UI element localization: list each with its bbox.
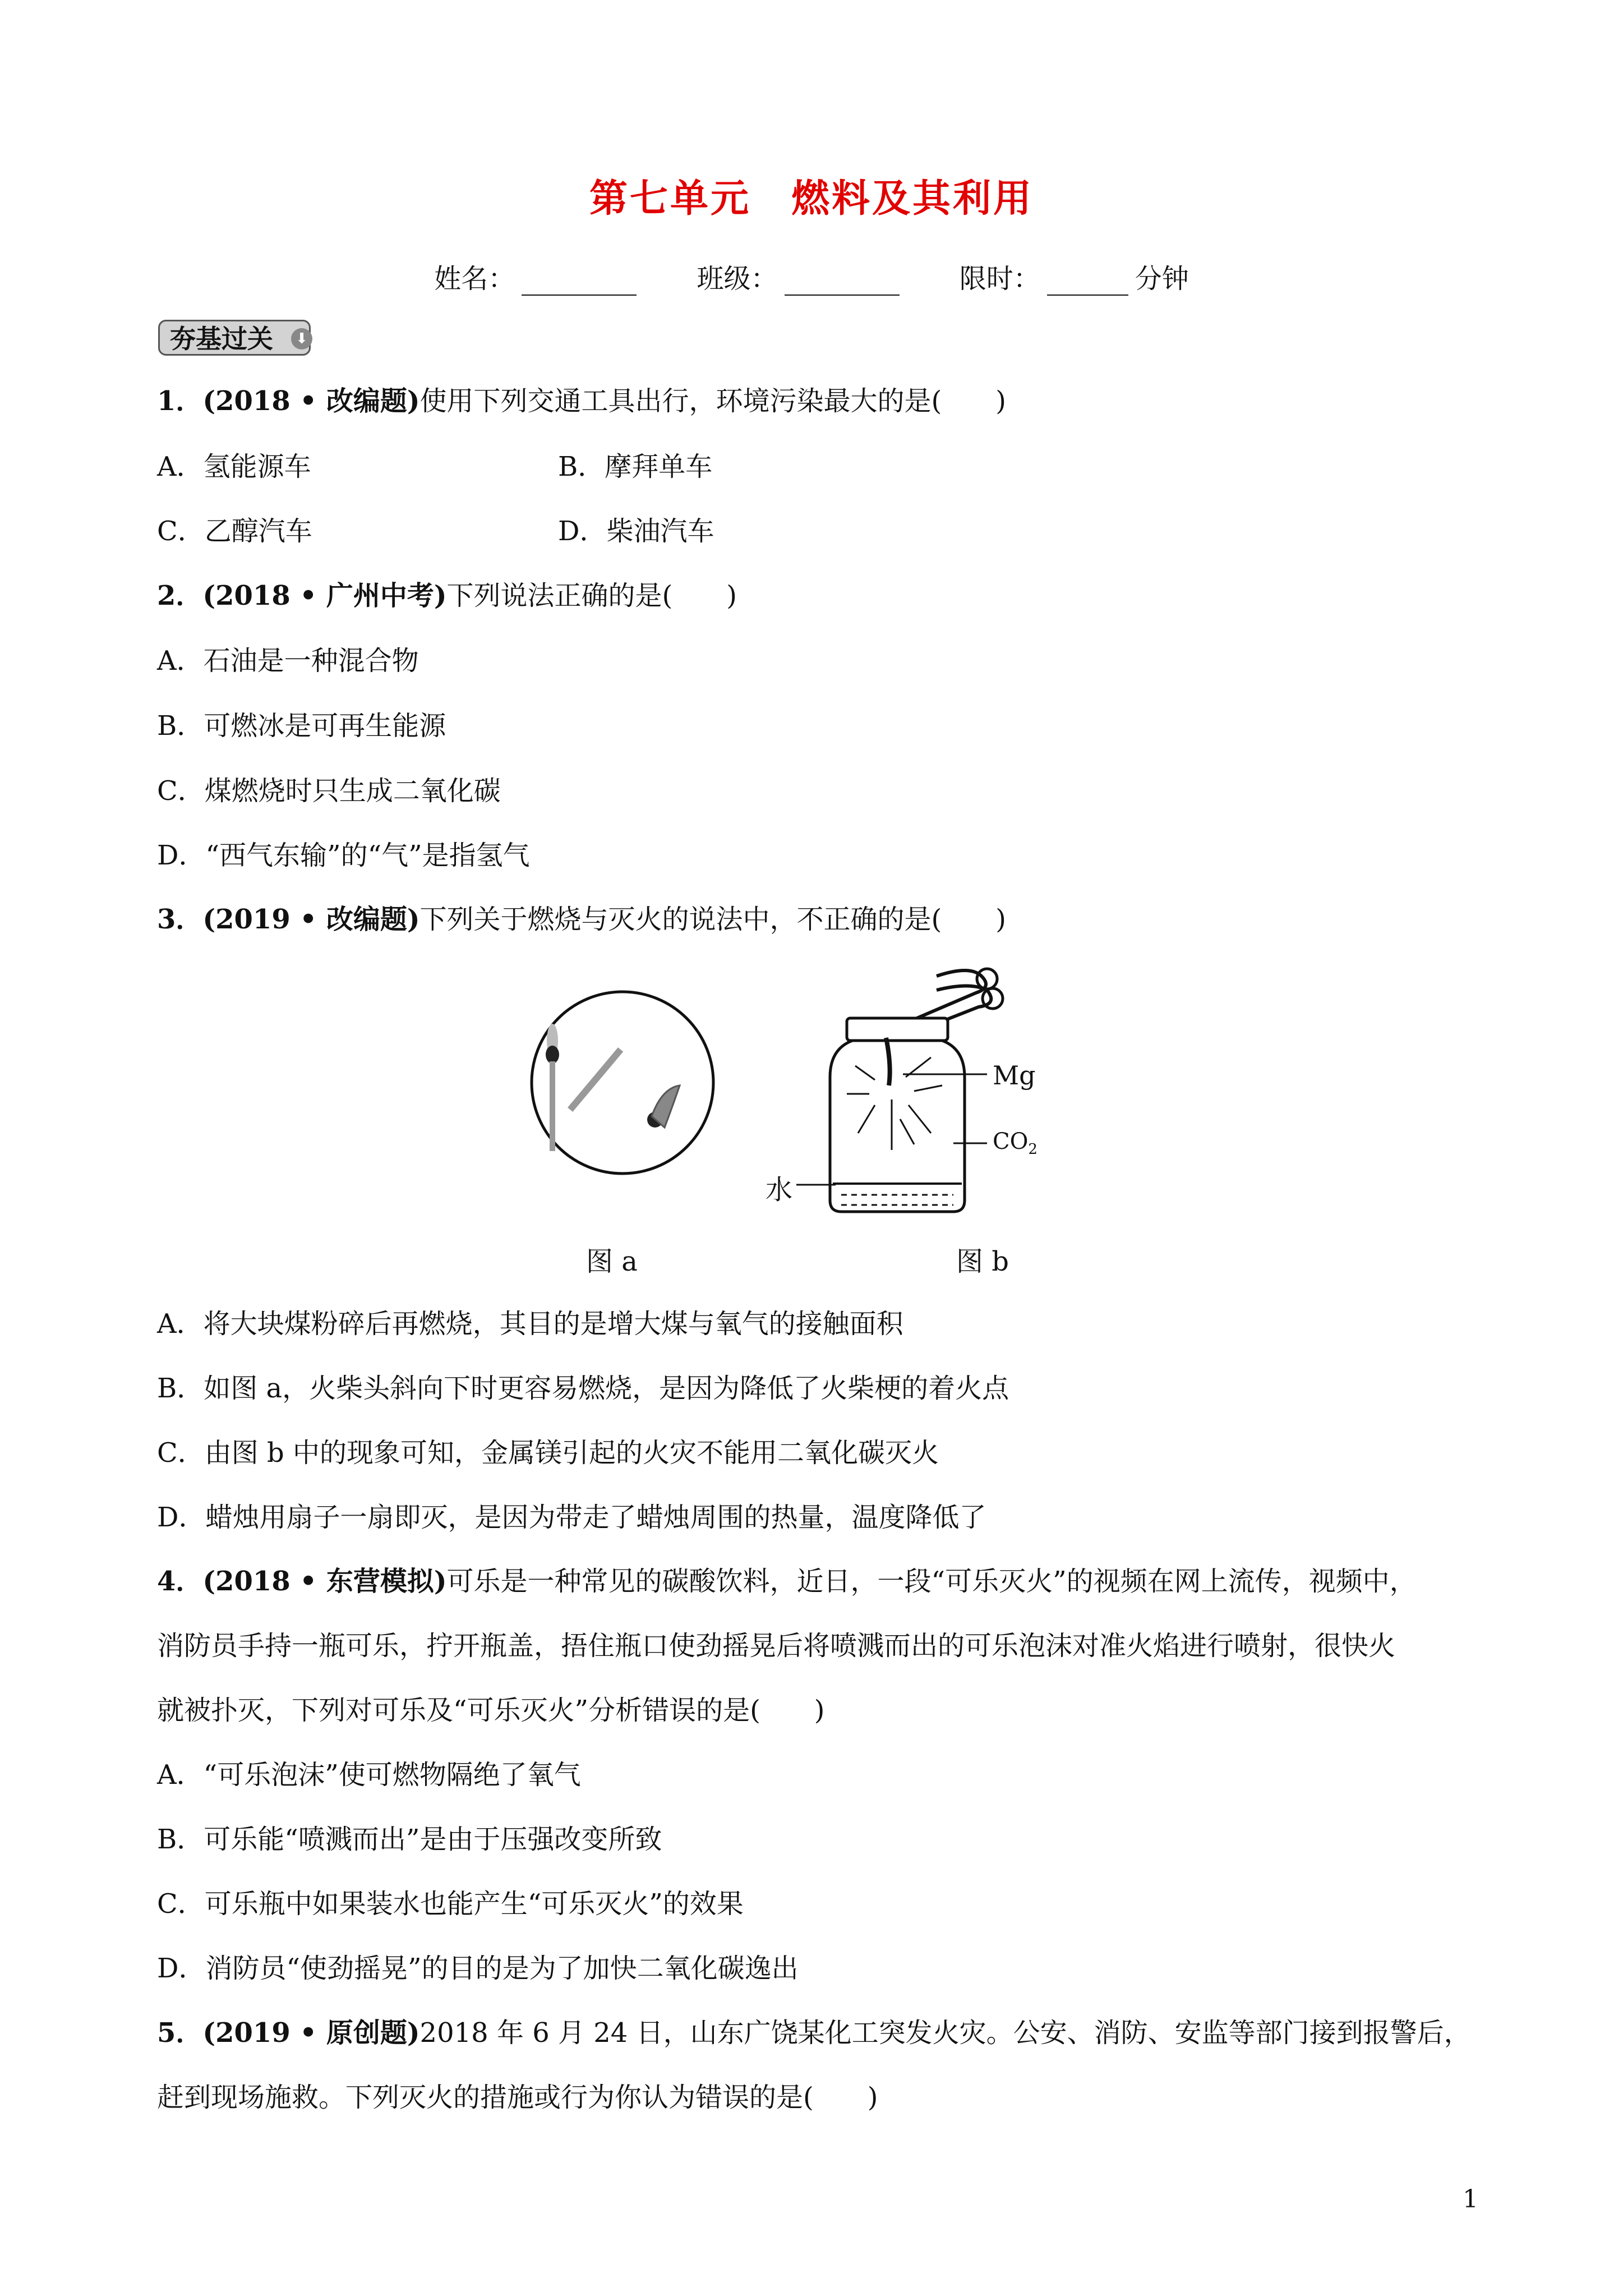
question-5-stem-line-1: 5．(2019 • 原创题)2018 年 6 月 24 日，山东广饶某化工突发火灾。公安、消防、安监等部门接到报警后，: [157, 2017, 1471, 2049]
question-2-stem: 2．(2018 • 广州中考)下列说法正确的是( ): [157, 580, 737, 611]
q3-option-c[interactable]: C．由图 b 中的现象可知，金属镁引起的火灾不能用二氧化碳灭火: [157, 1437, 939, 1469]
down-arrow-icon: ⬇: [291, 328, 312, 349]
experiment-figures: [505, 965, 1178, 1279]
time-field[interactable]: 限时： 分钟: [959, 263, 1189, 295]
caption-figure-b: 图 b: [956, 1246, 1009, 1277]
question-4-stem-line-3: 就被扑灭，下列对可乐及“可乐灭火”分析错误的是( ): [157, 1695, 825, 1726]
caption-figure-a: 图 a: [586, 1246, 638, 1277]
q3-option-d[interactable]: D．蜡烛用扇子一扇即灭，是因为带走了蜡烛周围的热量，温度降低了: [157, 1502, 986, 1533]
q2-option-b[interactable]: B．可燃冰是可再生能源: [157, 710, 446, 742]
name-blank[interactable]: [522, 263, 637, 296]
q3-option-b[interactable]: B．如图 a，火柴头斜向下时更容易燃烧，是因为降低了火柴梗的着火点: [157, 1373, 1009, 1404]
question-4-stem-line-1: 4．(2018 • 东营模拟)可乐是一种常见的碳酸饮料，近日，一段“可乐灭火”的视频在网上流传，视频中，: [157, 1566, 1417, 1597]
name-field[interactable]: 姓名：: [434, 263, 643, 295]
q4-option-d[interactable]: D．消防员“使劲摇晃”的目的是为了加快二氧化碳逸出: [157, 1953, 799, 1984]
q2-option-d[interactable]: D．“西气东输”的“气”是指氢气: [157, 840, 530, 871]
section-badge: 夯基过关 ⬇: [158, 320, 311, 356]
question-5-stem-line-2: 赶到现场施救。下列灭火的措施或行为你认为错误的是( ): [157, 2082, 878, 2113]
label-water: 水: [766, 1174, 793, 1205]
q2-option-a[interactable]: A．石油是一种混合物: [157, 645, 419, 677]
figure-a-match-diagram: [532, 992, 713, 1174]
student-info-row: [0, 257, 1623, 296]
q3-option-a[interactable]: A．将大块煤粉碎后再燃烧，其目的是增大煤与氧气的接触面积: [157, 1308, 903, 1340]
figure-b-jar-diagram: [796, 969, 1003, 1212]
q4-option-c[interactable]: C．可乐瓶中如果装水也能产生“可乐灭火”的效果: [157, 1888, 744, 1920]
class-blank[interactable]: [785, 263, 900, 296]
time-blank[interactable]: [1047, 263, 1128, 296]
page-title: 第七单元 燃料及其利用: [589, 176, 1034, 221]
question-4-stem-line-2: 消防员手持一瓶可乐，拧开瓶盖，捂住瓶口使劲摇晃后将喷溅而出的可乐泡沫对准火焰进行喷射，很快火: [157, 1630, 1396, 1662]
question-3-stem: 3．(2019 • 改编题)下列关于燃烧与灭火的说法中，不正确的是( ): [157, 904, 1006, 935]
q1-option-a[interactable]: A．氢能源车: [157, 451, 311, 482]
label-co2: $CO_2$: [993, 1129, 1038, 1158]
q1-option-c[interactable]: C．乙醇汽车: [157, 516, 312, 547]
figure-drawings: [505, 965, 1178, 1279]
class-field[interactable]: 班级：: [697, 263, 906, 295]
q1-option-d[interactable]: D．柴油汽车: [558, 516, 714, 547]
page-number: 1: [1463, 2185, 1478, 2214]
q1-option-b[interactable]: B．摩拜单车: [558, 451, 713, 482]
q1-option-row-1: [157, 449, 311, 485]
q2-option-c[interactable]: C．煤燃烧时只生成二氧化碳: [157, 775, 501, 807]
q4-option-a[interactable]: A．“可乐泡沫”使可燃物隔绝了氧气: [157, 1759, 581, 1791]
question-1-stem: 1．(2018 • 改编题)使用下列交通工具出行，环境污染最大的是( ): [157, 385, 1006, 417]
q4-option-b[interactable]: B．可乐能“喷溅而出”是由于压强改变所致: [157, 1824, 662, 1855]
label-mg: Mg: [993, 1060, 1036, 1091]
